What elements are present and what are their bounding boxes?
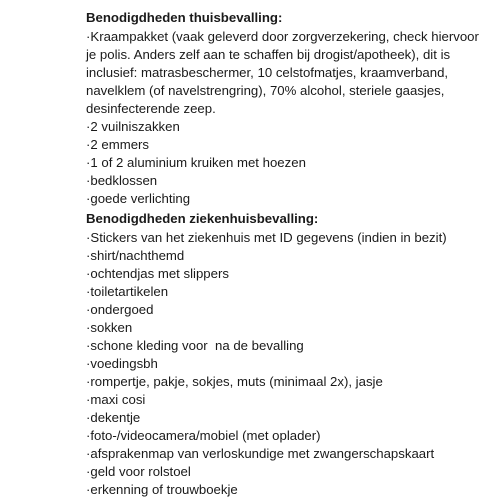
hospital-birth-list <box>86 229 486 499</box>
list-item: ·ondergoed <box>86 302 154 317</box>
list-item: ·toiletartikelen <box>86 284 169 299</box>
list-item: ·erkenning of trouwboekje <box>86 482 238 497</box>
list-item: ·schone kleding voor na de bevalling <box>86 338 304 353</box>
hospital-birth-heading: Benodigdheden ziekenhuisbevalling: <box>86 211 319 226</box>
list-item: ·afsprakenmap van verloskundige met zwangerschapskaart <box>86 446 435 461</box>
list-item: ·rompertje, pakje, sokjes, muts (minimaal 2x), jasje <box>86 374 383 389</box>
home-birth-heading: Benodigdheden thuisbevalling: <box>86 10 283 25</box>
hospital-birth-section <box>86 210 486 499</box>
list-item: ·geld voor rolstoel <box>86 464 191 479</box>
list-item: ·Stickers van het ziekenhuis met ID gegevens (indien in bezit) <box>86 230 447 245</box>
list-item: ·voedingsbh <box>86 356 158 371</box>
list-item: ·dekentje <box>86 410 141 425</box>
list-item: ·2 vuilniszakken <box>86 119 180 134</box>
home-birth-list <box>86 118 486 208</box>
list-item: ·1 of 2 aluminium kruiken met hoezen <box>86 155 306 170</box>
list-item: ·shirt/nachthemd <box>86 248 185 263</box>
home-birth-section <box>86 9 486 208</box>
list-item: ·sokken <box>86 320 133 335</box>
maternity-package-paragraph: ·Kraampakket (vaak geleverd door zorgverzekering, check hiervoor je polis. Anders zelf aan te schaffen bij drogist/apotheek), dit is inclusief: matrasbeschermer, 10 celstofmatjes, kraamverband, navelklem (of navelstrengring), 70% alcohol, steriele gaasjes, desinfecterende zeep. <box>86 29 479 116</box>
list-item: ·maxi cosi <box>86 392 146 407</box>
list-item: ·bedklossen <box>86 173 158 188</box>
list-item: ·ochtendjas met slippers <box>86 266 229 281</box>
list-item: ·goede verlichting <box>86 191 191 206</box>
list-item: ·2 emmers <box>86 137 150 152</box>
list-item: ·foto-/videocamera/mobiel (met oplader) <box>86 428 321 443</box>
